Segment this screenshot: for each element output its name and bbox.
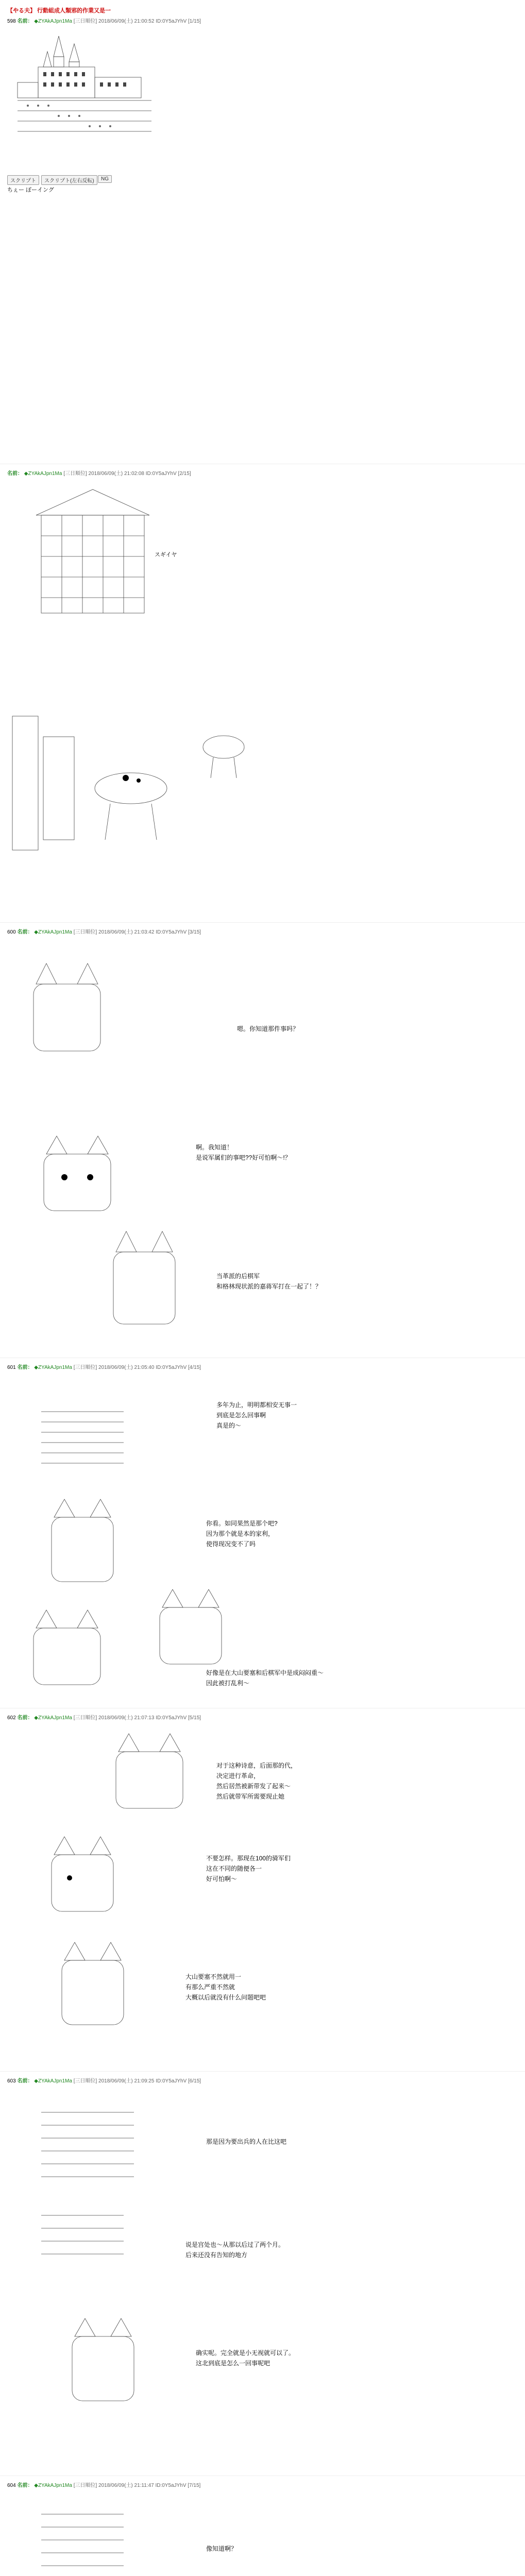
cat-ascii-art	[103, 1226, 185, 1329]
post-header	[7, 2481, 200, 2488]
dialogue-line: 大山要塞不然就用一	[185, 1973, 242, 1980]
post-name-label: 名前：	[17, 19, 33, 24]
post-header	[7, 1363, 201, 1370]
dialogue-line: 使得现况变不了吗	[206, 1540, 256, 1548]
cat-ascii-art	[149, 1587, 232, 1669]
cat-drawing	[62, 2313, 144, 2406]
subtitle-text: ちぇー ぽーイング	[7, 187, 54, 193]
dialogue-line: 然后居然被新带发了起来～	[216, 1783, 291, 1790]
dialogue-line: 然后就带军所需要现止她	[216, 1793, 285, 1800]
dialogue-line: 不要怎样。那现在100的骑军们	[206, 1855, 291, 1862]
thread-title: 【やる夫】 行動組成人類邪的作業又是一	[7, 8, 111, 14]
building-ascii-art	[31, 484, 155, 618]
character-drawing	[31, 2205, 134, 2277]
character-ascii-art	[31, 1401, 134, 1484]
post-trip[interactable]: ◆ZYAkAJpn1Ma	[34, 2483, 72, 2488]
dialogue-line: 好可怕啊～	[206, 1875, 238, 1883]
cat-drawing	[103, 1226, 185, 1329]
dialogue-line: 大概以后就没有什么问题吧吧	[185, 1994, 266, 2001]
post-meta: [三日順位] 2018/06/09(土) 21:02:08 ID:0Y5aJYhV [2/15]	[63, 471, 191, 477]
castle-ascii-art	[7, 26, 162, 149]
character-ascii-art	[31, 2205, 134, 2277]
dialogue-line: 那是因为要出兵的人在比这吧	[206, 2138, 287, 2145]
tavern-drawing	[7, 706, 275, 860]
post-trip[interactable]: ◆ZYAkAJpn1Ma	[24, 471, 62, 477]
cat-ascii-art	[52, 1937, 134, 2030]
post-number[interactable]: 604	[7, 2483, 16, 2488]
post-name-label: 名前：	[17, 2483, 33, 2488]
dialogue-line: 确实呢。完全就是小无视就可以了。	[196, 2349, 295, 2357]
post-meta: [三日順位] 2018/06/09(土) 21:11:47 ID:0Y5aJYhV [7/15]	[73, 2483, 201, 2488]
post-trip[interactable]: ◆ZYAkAJpn1Ma	[34, 1365, 72, 1370]
post-header	[7, 927, 201, 935]
building-drawing	[31, 484, 155, 618]
dialogue-line: 是说军属们的事吧??好可怕啊～!？	[196, 1154, 291, 1161]
dialogue-line: 因此被打乱利～	[206, 1680, 250, 1687]
dialogue-line: 真是的～	[216, 1422, 242, 1429]
post-trip[interactable]: ◆ZYAkAJpn1Ma	[34, 2078, 72, 2084]
dialogue-line: 像知道啊？	[206, 2545, 238, 2552]
cat-drawing	[21, 958, 113, 1061]
character-drawing	[31, 2504, 134, 2576]
cat-ascii-art	[103, 1731, 196, 1814]
dialogue-line: 嗯。你知道那件事吗？	[237, 1025, 299, 1032]
cat-ascii-art	[21, 1607, 113, 1690]
dialogue-line: 你看。如同果然是那个吧?	[206, 1520, 278, 1527]
post-number[interactable]: 601	[7, 1365, 16, 1370]
dialogue-line: 这在不同的随便各一	[206, 1865, 262, 1872]
dialogue-line: 到底是怎么回事啊	[216, 1412, 266, 1419]
post-trip[interactable]: ◆ZYAkAJpn1Ma	[34, 929, 72, 935]
post-header	[7, 1713, 201, 1721]
cat-drawing	[31, 1133, 124, 1216]
post-trip[interactable]: ◆ZYAkAJpn1Ma	[34, 19, 72, 24]
dialogue-line: 啊。我知道！	[196, 1144, 233, 1151]
cat-drawing	[41, 1834, 124, 1917]
dialogue-line: 因为那个就是本的家利，	[206, 1530, 275, 1537]
post-meta: [三日順位] 2018/06/09(土) 21:09:25 ID:0Y5aJYhV [6/15]	[73, 2078, 201, 2084]
tavern-ascii-art	[7, 706, 275, 860]
sign-text: スギイヤ	[155, 552, 177, 558]
post-header	[7, 469, 191, 477]
dialogue-line: 说是宫处也～从那以后过了两个月。	[185, 2241, 285, 2248]
cat-ascii-art	[41, 1834, 124, 1917]
dialogue-line: 这北到底是怎么一回事呢吧	[196, 2360, 270, 2367]
cat-drawing	[21, 1607, 113, 1690]
script-flip-button[interactable]: スクリプト(左右反転)	[41, 175, 97, 185]
post-name-label: 名前：	[17, 1715, 33, 1721]
post-header	[7, 16, 201, 24]
post-number[interactable]: 600	[7, 929, 16, 935]
cat-drawing	[103, 1731, 196, 1814]
cat-drawing	[52, 1937, 134, 2030]
divider	[0, 2071, 525, 2072]
character-drawing	[31, 2102, 144, 2195]
post-name-label: 名前：	[17, 2078, 33, 2084]
post-name-label: 名前：	[17, 1365, 33, 1370]
dialogue-line: 对于这种诗意，后面那的代，	[216, 1762, 297, 1769]
post-number[interactable]: 602	[7, 1715, 16, 1721]
cat-ascii-art	[41, 1494, 124, 1587]
divider	[0, 922, 525, 923]
castle-drawing	[7, 26, 162, 149]
cat-drawing	[149, 1587, 232, 1669]
post-meta: [三日順位] 2018/06/09(土) 21:00:52 ID:0Y5aJYhV [1/15]	[73, 19, 201, 24]
dialogue-line: 有那么严重不然就	[185, 1984, 235, 1991]
post-trip[interactable]: ◆ZYAkAJpn1Ma	[34, 1715, 72, 1721]
post-header	[7, 2076, 201, 2084]
dialogue-line: 和格林现状派的嘉蒋军打在一起了！？	[216, 1283, 322, 1290]
post-meta: [三日順位] 2018/06/09(土) 21:07:13 ID:0Y5aJYhV [5/15]	[73, 1715, 201, 1721]
dialogue-line: 决定进行革命，	[216, 1772, 260, 1780]
ng-button[interactable]: NG	[98, 175, 112, 183]
cat-ascii-art	[62, 2313, 144, 2406]
post-name-label: 名前：	[17, 929, 33, 935]
dialogue-line: 后来还没有告知的地方	[185, 2251, 248, 2259]
dialogue-line: 多年为止，明明都相安无事一	[216, 1401, 297, 1409]
cat-drawing	[41, 1494, 124, 1587]
script-button[interactable]: スクリプト	[7, 175, 39, 185]
cat-ascii-art	[21, 958, 113, 1061]
dialogue-line: 好像是在大山要塞和后棋军中是成闷闷重～	[206, 1669, 324, 1676]
post-meta: [三日順位] 2018/06/09(土) 21:05:40 ID:0Y5aJYhV [4/15]	[73, 1365, 201, 1370]
character-ascii-art	[31, 2504, 134, 2576]
character-ascii-art	[31, 2102, 144, 2195]
character-drawing	[31, 1401, 134, 1484]
cat-ascii-art	[31, 1133, 124, 1216]
post-meta: [三日順位] 2018/06/09(土) 21:03:42 ID:0Y5aJYhV [3/15]	[73, 929, 201, 935]
post-number[interactable]: 598	[7, 19, 16, 24]
dialogue-line: 当革派的后棋军	[216, 1273, 260, 1280]
post-name-label: 名前：	[7, 471, 23, 477]
post-number[interactable]: 603	[7, 2078, 16, 2084]
